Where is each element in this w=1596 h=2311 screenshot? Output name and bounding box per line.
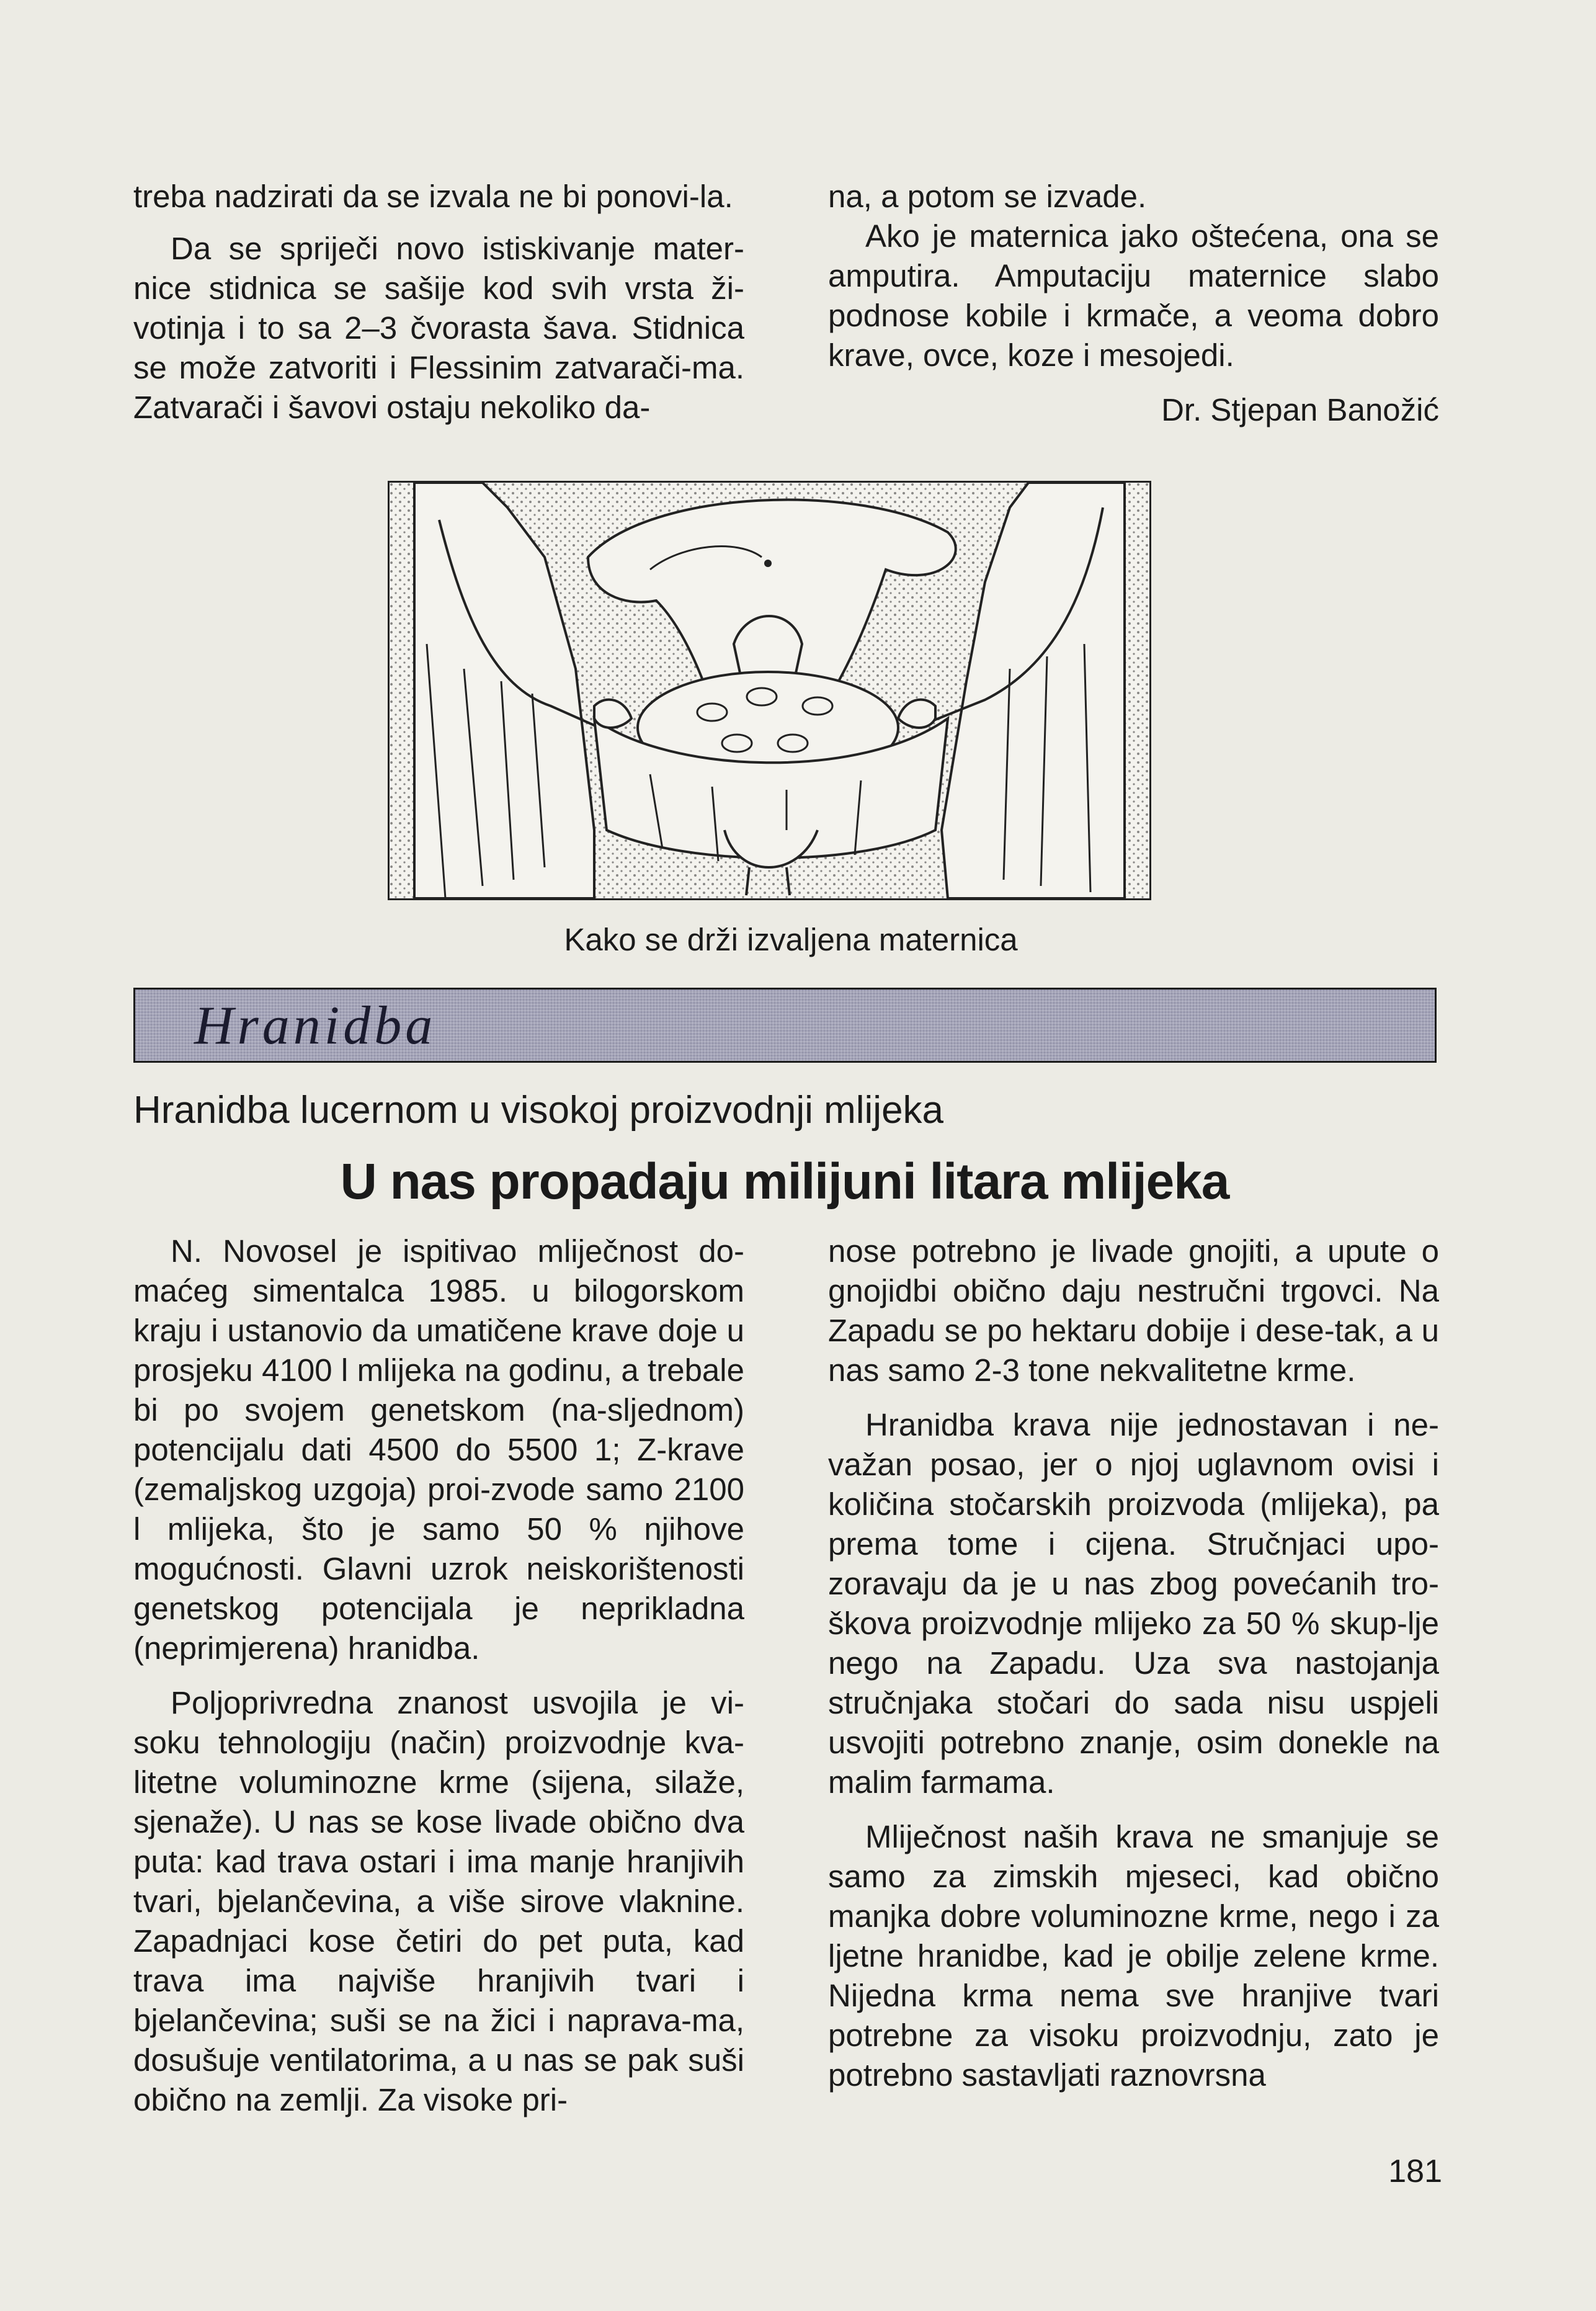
paragraph: nose potrebno je livade gnojiti, a upute o gnojidbi obično daju nestručni trgovci. Na Zapadu se po hektaru dobije i dese-tak, a u nas samo 2-3 tone nekvalitetne krme. bbox=[828, 1233, 1439, 1388]
illustration-frame bbox=[388, 481, 1151, 900]
article-headline: U nas propadaju milijuni litara mlijeka bbox=[340, 1153, 1229, 1210]
figure-caption: Kako se drži izvaljena maternica bbox=[564, 922, 1018, 957]
section-banner bbox=[133, 988, 1437, 1063]
paragraph: N. Novosel je ispitivao mliječnost do-maćeg simentalca 1985. u bilogorskom kraju i ustanovio da umatičene krave doje u prosjeku 4100 l mlijeka na godinu, a trebale bi po svojem genetskom (na-sljednom) potencijalu dati 4500 do 5500 1; Z-krave (zemaljskog uzgoja) proi-zvode samo 2100 l mlijeka, što je samo 50 % njihove mogućnosti. Glavni uzrok neiskorištenosti genetskog potencijala je neprikladna (neprimjerena) hranidba. bbox=[133, 1233, 744, 1666]
paragraph: Da se spriječi novo istiskivanje mater-nice stidnica se sašije kod svih vrsta ži-votinja i to sa 2–3 čvorasta šava. Stidnica se može zatvoriti i Flessinim zatvarači-ma. Zatvarači i šavovi ostaju nekoliko da- bbox=[133, 231, 744, 425]
page-number: 181 bbox=[1388, 2153, 1442, 2189]
paragraph: Mliječnost naših krava ne smanjuje se samo za zimskih mjeseci, kad obično manjka dobre voluminozne krme, nego i za ljetne hranidbe, kad je obilje zelene krme. Nijedna krma nema sve hranjive tvari potrebne za visoku proizvodnju, zato je potrebno sastavljati raznovrsna bbox=[828, 1819, 1439, 2093]
article-left-column bbox=[133, 1231, 744, 2135]
top-right-column bbox=[828, 177, 1439, 430]
author-signature: Dr. Stjepan Banožić bbox=[1161, 392, 1439, 427]
paragraph: treba nadzirati da se izvala ne bi ponovi-la. bbox=[133, 179, 733, 214]
top-left-column bbox=[133, 177, 744, 442]
uterus-holding-illustration bbox=[390, 483, 1149, 898]
paragraph: na, a potom se izvade. bbox=[828, 179, 1147, 214]
paragraph: Poljoprivredna znanost usvojila je vi-soku tehnologiju (način) proizvodnje kva-litetne voluminozne krme (sijena, silaže, sjenaže). U nas se kose livade obično dva puta: kad trava ostari i ima manje hranjivih tvari, bjelančevina, a više sirove vlaknine. Zapadnjaci kose četiri do pet puta, kad trava ima najviše hranjivih tvari i bjelančevina; suši se na žici i naprava-ma, dosušuje ventilatorima, a u nas se pak suši obično na zemlji. Za visoke pri- bbox=[133, 1685, 744, 2117]
article-right-column bbox=[828, 1231, 1439, 2110]
article-subtitle: Hranidba lucernom u visokoj proizvodnji mlijeka bbox=[133, 1089, 944, 1132]
section-title: Hranidba bbox=[194, 996, 437, 1056]
paragraph: Hranidba krava nije jednostavan i ne-važan posao, jer o njoj uglavnom ovisi i količina stočarskih proizvoda (mlijeka), pa prema tome i cijena. Stručnjaci upo-zoravaju da je u nas zbog povećanih tro-škova proizvodnje mlijeko za 50 % skup-lje nego na Zapadu. Uza sva nastojanja stručnjaka stočari do sada nisu uspjeli usvojiti potrebno znanje, osim donekle na malim farmama. bbox=[828, 1407, 1439, 1800]
paragraph: Ako je maternica jako oštećena, ona se amputira. Amputaciju maternice slabo podnose kobile i krmače, a veoma dobro krave, ovce, koze i mesojedi. bbox=[828, 218, 1439, 373]
